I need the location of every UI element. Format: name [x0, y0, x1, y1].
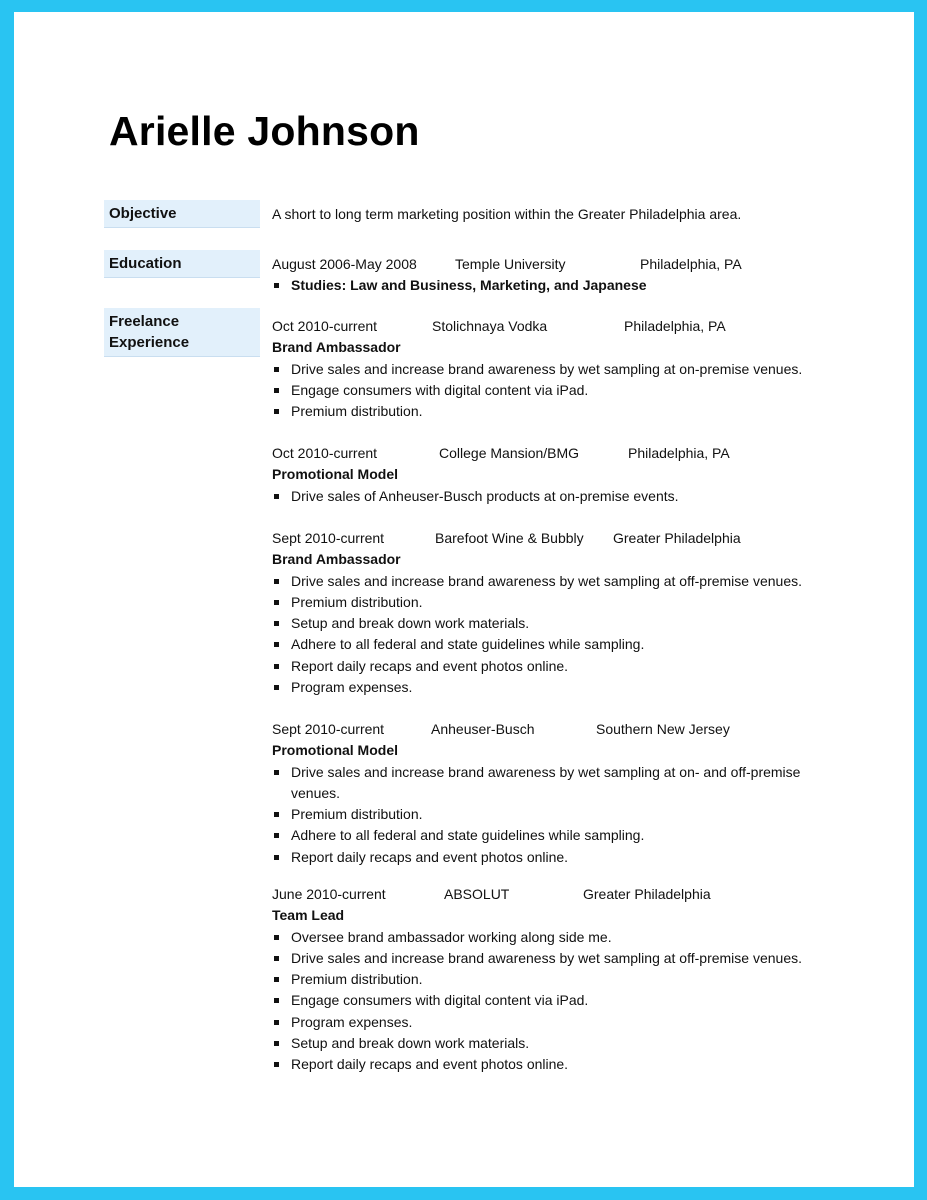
job-bullets [272, 762, 802, 868]
job-bullet: Report daily recaps and event photos online. [272, 656, 832, 677]
objective-section [272, 204, 832, 225]
freelance-label-line2: Experience [109, 334, 190, 351]
job-dates: Oct 2010-current [272, 445, 378, 461]
job-location: Southern New Jersey [596, 721, 730, 737]
job-location: Greater Philadelphia [583, 886, 711, 902]
job-bullets [272, 927, 832, 1076]
job-bullet: Premium distribution. [272, 592, 832, 613]
job-dates: June 2010-current [272, 886, 386, 902]
job-bullet: Drive sales and increase brand awareness by wet sampling at on-premise venues. [272, 359, 832, 380]
section-label-freelance-experience [104, 308, 260, 357]
job-company: Anheuser-Busch [431, 721, 535, 737]
job-dates: Sept 2010-current [272, 721, 385, 737]
job-company: Barefoot Wine & Bubbly [435, 530, 584, 546]
education-studies: Studies: Law and Business, Marketing, and Japanese [272, 275, 832, 296]
job-header-row [272, 884, 832, 905]
job-bullet: Oversee brand ambassador working along side me. [272, 927, 832, 948]
job-entry [272, 316, 832, 422]
resume-page [14, 12, 914, 1187]
education-dates: August 2006-May 2008 [272, 256, 417, 272]
job-bullet: Program expenses. [272, 677, 832, 698]
job-entry [272, 719, 832, 868]
education-section [272, 254, 832, 297]
job-title: Brand Ambassador [272, 339, 401, 356]
job-header-row [272, 316, 832, 337]
job-bullet: Report daily recaps and event photos online. [272, 847, 802, 868]
section-label-education [104, 250, 260, 278]
job-bullet: Report daily recaps and event photos online. [272, 1054, 832, 1075]
job-location: Philadelphia, PA [628, 445, 730, 461]
job-bullet: Setup and break down work materials. [272, 1033, 832, 1054]
job-entry [272, 528, 832, 698]
education-header-row [272, 254, 832, 275]
job-bullet: Drive sales and increase brand awareness by wet sampling at off-premise venues. [272, 571, 832, 592]
education-location: Philadelphia, PA [640, 256, 742, 272]
job-entry [272, 884, 832, 1076]
education-bullets [272, 275, 832, 296]
job-location: Greater Philadelphia [613, 530, 741, 546]
job-bullet: Setup and break down work materials. [272, 613, 832, 634]
job-bullet: Program expenses. [272, 1012, 832, 1033]
job-header-row [272, 528, 832, 549]
freelance-label-line1: Freelance [109, 313, 180, 330]
job-bullet: Drive sales and increase brand awareness by wet sampling at off-premise venues. [272, 948, 832, 969]
job-title: Promotional Model [272, 742, 398, 759]
education-label-text: Education [109, 255, 182, 272]
objective-text: A short to long term marketing position within the Greater Philadelphia area. [272, 206, 742, 222]
job-bullet: Premium distribution. [272, 804, 802, 825]
job-dates: Oct 2010-current [272, 318, 378, 334]
job-company: Stolichnaya Vodka [432, 318, 548, 334]
job-bullet: Adhere to all federal and state guidelines while sampling. [272, 634, 832, 655]
job-bullet: Engage consumers with digital content via iPad. [272, 380, 832, 401]
job-header-row [272, 443, 832, 464]
section-label-objective [104, 200, 260, 228]
job-title: Promotional Model [272, 466, 398, 483]
job-bullet: Engage consumers with digital content via iPad. [272, 990, 832, 1011]
job-company: ABSOLUT [444, 886, 510, 902]
job-bullets [272, 486, 832, 507]
job-bullet: Drive sales and increase brand awareness by wet sampling at on- and off-premise venues. [272, 762, 802, 805]
job-location: Philadelphia, PA [624, 318, 726, 334]
candidate-name: Arielle Johnson [109, 108, 420, 154]
job-bullet: Premium distribution. [272, 401, 832, 422]
job-bullet: Adhere to all federal and state guidelines while sampling. [272, 825, 802, 846]
job-title: Brand Ambassador [272, 551, 401, 568]
education-school: Temple University [455, 256, 566, 272]
job-bullet: Premium distribution. [272, 969, 832, 990]
job-header-row [272, 719, 832, 740]
job-title: Team Lead [272, 907, 345, 924]
job-company: College Mansion/BMG [439, 445, 580, 461]
job-bullet: Drive sales of Anheuser-Busch products at on-premise events. [272, 486, 832, 507]
job-dates: Sept 2010-current [272, 530, 385, 546]
job-entry [272, 443, 832, 507]
job-bullets [272, 359, 832, 423]
job-bullets [272, 571, 832, 699]
objective-label-text: Objective [109, 205, 177, 222]
